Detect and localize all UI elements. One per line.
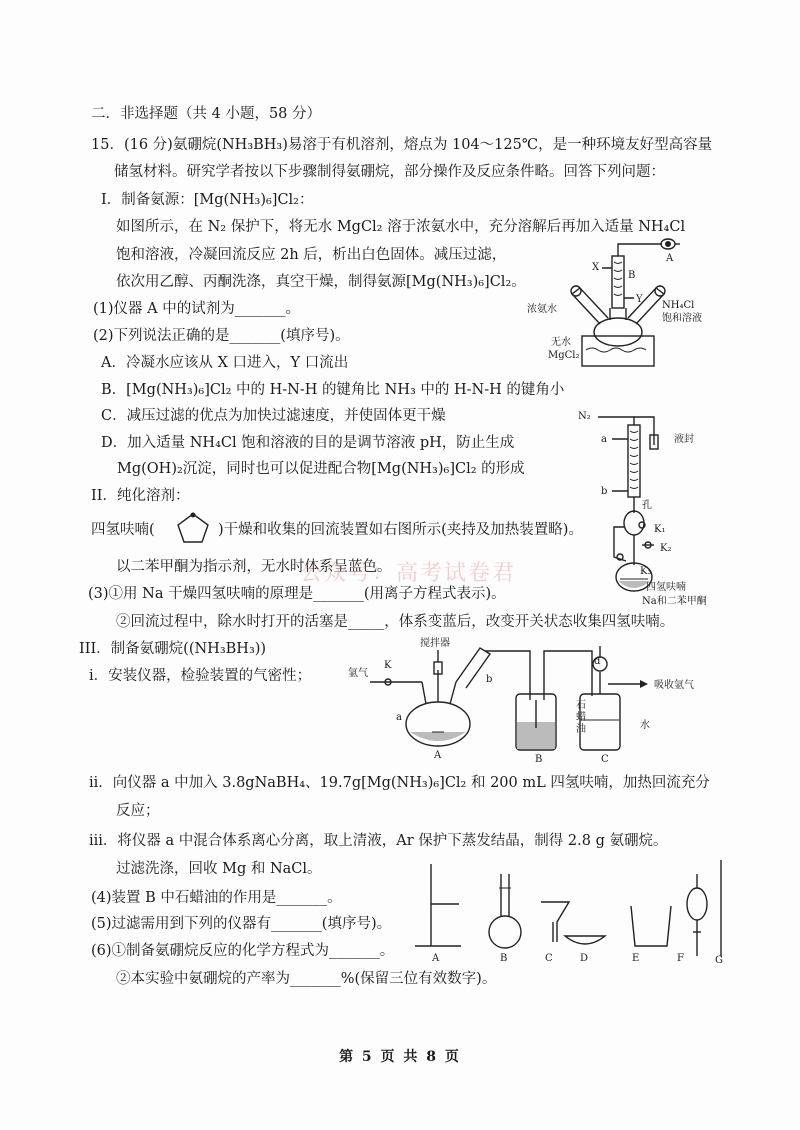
sub-question-4: (4)装置 B 中石蜡油的作用是_______。 (91, 890, 342, 906)
part-1-heading: I．制备氨源：[Mg(NH₃)₆]Cl₂： (101, 192, 314, 208)
question-15-intro-2: 储氢材料。研究学者按以下步骤制得氨硼烷，部分操作及反应条件略。回答下列问题： (114, 164, 665, 180)
fig1-label-x: X (592, 262, 600, 273)
fig3-label-argon: 氩气 (348, 668, 368, 679)
sub-question-3-2: ②回流过程中，除水时打开的活塞是_____，体系变蓝后，改变开关状态收集四氢呋喃。 (116, 614, 675, 630)
fig1-label-mgcl2: MgCl₂ (548, 350, 580, 361)
part-1-text-1: 如图所示，在 N₂ 保护下，将无水 MgCl₂ 溶于浓氨水中，充分溶解后再加入适量 NH₄Cl (116, 219, 686, 235)
fig3-label-a: a (396, 712, 402, 723)
fig1-label-nh3: 浓氨水 (527, 304, 557, 315)
fig2-label-seal: 液封 (674, 434, 694, 445)
option-d: D．加入适量 NH₄Cl 饱和溶液的目的是调节溶液 pH，防止生成 (101, 435, 515, 451)
fig1-label-b: B (628, 270, 636, 281)
step-ii-cont: 反应； (116, 803, 160, 819)
fig1-label-anhydrous: 无水 (551, 337, 571, 348)
indicator-text: 以二苯甲酮为指示剂，无水时体系呈蓝色。 (116, 559, 392, 575)
fig3-label-water: 水 (640, 720, 650, 731)
fig3-label-paraffin: 石蜡油 (576, 700, 586, 735)
fig3-label-absorb: 吸收氩气 (654, 680, 694, 691)
instrument-label-f: F (677, 953, 684, 964)
part-2-heading: II．纯化溶剂： (91, 488, 190, 504)
fig1-label-nh4cl: NH₄Cl (662, 300, 695, 311)
instrument-label-b: B (500, 953, 508, 964)
option-c: C．减压过滤的优点为加快过滤速度，并使固体更干燥 (101, 408, 446, 424)
thf-label: 四氢呋喃( (91, 522, 155, 538)
instrument-label-g: G (715, 955, 723, 966)
step-i: i．安装仪器，检验装置的气密性； (89, 668, 312, 684)
sub-question-6-1: (6)①制备氨硼烷反应的化学方程式为_______。 (91, 943, 395, 959)
fig2-label-na: Na和二苯甲酮 (642, 596, 707, 607)
thf-text: )干燥和收集的回流装置如右图所示(夹持及加热装置略)。 (218, 522, 583, 538)
option-b: B．[Mg(NH₃)₆]Cl₂ 中的 H-N-H 的键角比 NH₃ 中的 H-N-H 的键角小 (101, 382, 565, 398)
watermark: 公众号：高考试卷君 (300, 561, 517, 586)
instrument-label-a: A (432, 953, 440, 964)
fig2-label-k3: K₃ (640, 566, 652, 577)
step-iii-cont: 过滤洗涤，回收 Mg 和 NaCl。 (116, 861, 322, 877)
fig2-label-hole: 孔 (642, 500, 652, 511)
fig3-label-stirrer: 搅拌器 (420, 638, 450, 649)
sub-question-1: (1)仪器 A 中的试剂为_______。 (93, 301, 300, 317)
fig2-label-k1: K₁ (654, 524, 666, 535)
section-heading: 二．非选择题（共 4 小题，58 分） (91, 106, 322, 122)
fig3-label-k: K (384, 660, 392, 671)
fig1-label-a: A (666, 253, 674, 264)
fig3-label-A: A (434, 750, 442, 761)
fig3-label-C: C (601, 754, 609, 765)
page-footer: 第 5 页 共 8 页 (339, 1049, 461, 1065)
fig1-label-y: Y (636, 294, 643, 305)
sub-question-3-1: (3)①用 Na 干燥四氢呋喃的原理是_______(用离子方程式表示)。 (88, 586, 506, 602)
fig2-label-b: b (601, 486, 608, 497)
fig2-label-thf: 四氢呋喃 (646, 582, 686, 593)
instrument-label-d: D (580, 953, 589, 964)
part-1-text-2: 饱和溶液，冷凝回流反应 2h 后，析出白色固体。减压过滤， (116, 247, 507, 263)
option-d-cont: Mg(OH)₂沉淀，同时也可以促进配合物[Mg(NH₃)₆]Cl₂ 的形成 (117, 461, 525, 477)
fig2-label-a: a (601, 434, 607, 445)
part-1-text-3: 依次用乙醇、丙酮洗涤，真空干燥，制得氨源[Mg(NH₃)₆]Cl₂。 (116, 274, 526, 290)
fig2-label-k2: K₂ (660, 543, 672, 554)
fig3-label-B: B (535, 754, 543, 765)
fig3-label-d: d (594, 656, 601, 667)
option-a: A．冷凝水应该从 X 口进入，Y 口流出 (101, 355, 349, 371)
instrument-label-e: E (632, 953, 640, 964)
step-ii: ii．向仪器 a 中加入 3.8gNaBH₄、19.7g[Mg(NH₃)₆]Cl₂ 和 200 mL 四氢呋喃，加热回流充分 (89, 775, 710, 791)
sub-question-2: (2)下列说法正确的是_______(填序号)。 (93, 328, 350, 344)
sub-question-5: (5)过滤需用到下列的仪器有_______(填序号)。 (91, 916, 392, 932)
instrument-label-c: C (545, 953, 553, 964)
question-15-intro: 15．(16 分)氨硼烷(NH₃BH₃)易溶于有机溶剂，熔点为 104～125℃，是一种环境友好型高容量 (91, 137, 713, 153)
step-iii: iii．将仪器 a 中混合体系离心分离，取上清液，Ar 保护下蒸发结晶，制得 2.8 g 氨硼烷。 (89, 833, 668, 849)
fig3-label-b: b (486, 674, 493, 685)
sub-question-6-2: ②本实验中氨硼烷的产率为_______%(保留三位有效数字)。 (116, 971, 497, 987)
fig1-label-solution: 饱和溶液 (662, 313, 702, 324)
fig2-label-n2: N₂ (578, 411, 591, 422)
part-3-heading: III．制备氨硼烷((NH₃BH₃)) (79, 641, 267, 657)
thf-ring-structure (172, 509, 216, 547)
